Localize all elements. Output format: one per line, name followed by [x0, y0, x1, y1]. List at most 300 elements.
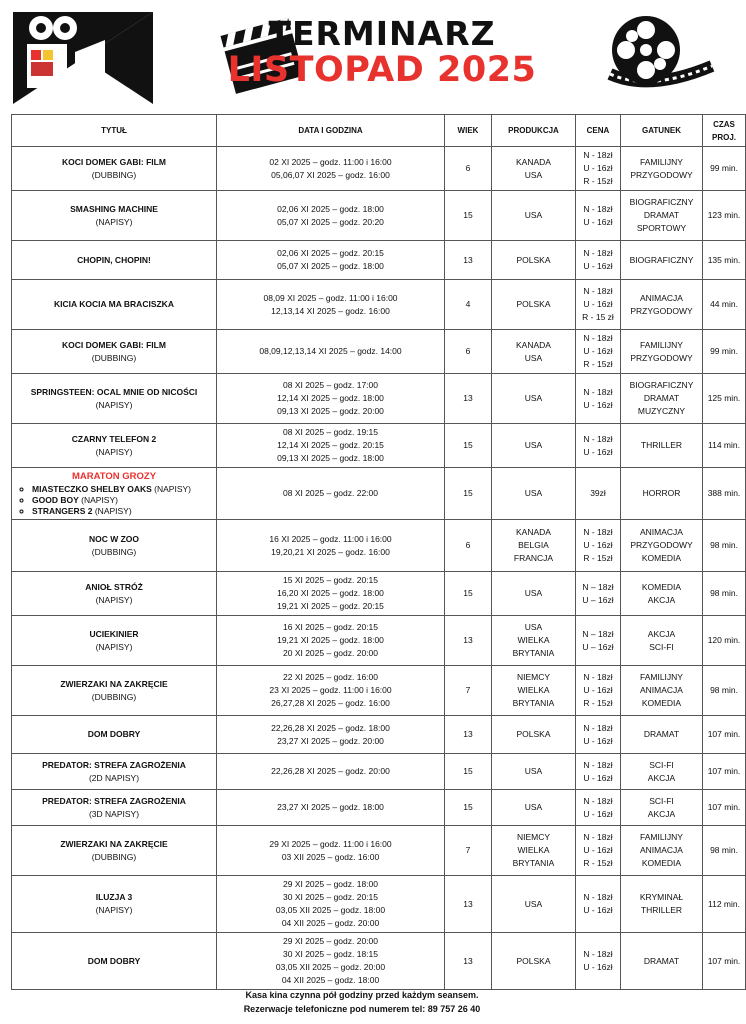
production-cell — [492, 572, 576, 616]
age-cell: 15 — [445, 572, 492, 616]
dates-cell — [217, 374, 445, 424]
film-title-cell — [12, 280, 217, 330]
genre-item: PRZYGODOWY — [630, 352, 693, 363]
film-title-cell — [12, 468, 217, 520]
showtime: 02,06 XI 2025 – godz. 20:15 — [277, 248, 384, 258]
price-item: U - 16zł — [583, 399, 613, 410]
showtime: 19,21 XI 2025 – godz. 20:15 — [277, 601, 384, 611]
dates-cell — [217, 790, 445, 826]
age-cell: 15 — [445, 191, 492, 241]
price-item: N - 18zł — [583, 333, 613, 343]
runtime-cell: 98 min. — [703, 572, 746, 616]
film-version: (NAPISY) — [95, 905, 133, 915]
production-country: POLSKA — [516, 729, 551, 739]
film-version: (DUBBING) — [91, 169, 137, 180]
genre-item: PRZYGODOWY — [630, 540, 693, 550]
table-row — [12, 191, 746, 241]
dates-cell — [217, 826, 445, 876]
age-cell: 6 — [445, 520, 492, 572]
genre-cell — [621, 754, 703, 790]
production-country: BRYTANIA — [512, 858, 555, 868]
runtime-cell: 99 min. — [703, 147, 746, 191]
price-cell — [576, 616, 621, 666]
genre-item: SPORTOWY — [636, 223, 687, 233]
genre-item: KOMEDIA — [641, 858, 682, 868]
film-title: DOM DOBRY — [87, 729, 141, 739]
film-title-cell — [12, 790, 217, 826]
film-title: DOM DOBRY — [87, 955, 141, 966]
showtime: 08,09,12,13,14 XI 2025 – godz. 14:00 — [259, 346, 402, 356]
dates-cell — [217, 330, 445, 374]
price-item: N - 18zł — [583, 949, 613, 959]
production-country: KANADA — [516, 527, 551, 537]
dates-cell — [217, 241, 445, 280]
showtime: 05,06,07 XI 2025 – godz. 16:00 — [271, 169, 390, 180]
runtime-cell: 120 min. — [703, 616, 746, 666]
production-country: KANADA — [516, 339, 551, 350]
showtime: 08 XI 2025 – godz. 22:00 — [283, 488, 378, 498]
age-cell: 13 — [445, 876, 492, 933]
price-item: N - 18zł — [583, 795, 613, 806]
dates-cell — [217, 716, 445, 754]
age-cell: 6 — [445, 330, 492, 374]
price-cell — [576, 572, 621, 616]
showtime: 29 XI 2025 – godz. 11:00 i 16:00 — [269, 838, 392, 849]
price-item: N – 18zł — [582, 628, 614, 639]
film-version: (NAPISY) — [95, 399, 133, 410]
price-item: U - 16zł — [583, 845, 613, 855]
film-title-cell — [12, 572, 217, 616]
film-version: (3D NAPISY) — [88, 808, 140, 819]
runtime-cell: 125 min. — [703, 374, 746, 424]
genre-item: AKCJA — [647, 772, 676, 783]
dates-cell — [217, 572, 445, 616]
genre-item: KOMEDIA — [641, 698, 682, 708]
price-item: R - 15zł — [583, 858, 613, 868]
showtime: 22,26,28 XI 2025 – godz. 18:00 — [271, 722, 390, 733]
production-country: FRANCJA — [513, 553, 554, 563]
price-item: R - 15 zł — [582, 312, 614, 322]
column-header: CZAS PROJ. — [703, 115, 746, 147]
runtime-cell: 98 min. — [703, 826, 746, 876]
table-row — [12, 241, 746, 280]
marathon-film-name: STRANGERS 2 — [32, 506, 93, 516]
age-cell: 4 — [445, 280, 492, 330]
genre-item: FAMILIJNY — [640, 339, 683, 350]
price-item: U - 16zł — [583, 299, 613, 309]
price-item: U - 16zł — [583, 346, 613, 356]
genre-item: ANIMACJA — [640, 845, 683, 855]
production-country: NIEMCY — [516, 672, 551, 682]
marathon-film-name: GOOD BOY — [32, 495, 79, 505]
runtime-cell: 98 min. — [703, 520, 746, 572]
dates-cell — [217, 876, 445, 933]
footer-hours-note: Kasa kina czynna pół godziny przed każdym seansem. — [245, 990, 479, 1000]
genre-item: SCI-FI — [649, 641, 674, 652]
genre-cell — [621, 241, 703, 280]
runtime-cell: 107 min. — [703, 933, 746, 990]
dates-cell — [217, 666, 445, 716]
production-cell — [492, 716, 576, 754]
production-country: USA — [524, 488, 543, 498]
genre-item: MUZYCZNY — [637, 406, 686, 416]
film-title: KOCI DOMEK GABI: FILM — [62, 339, 166, 350]
price-item: U - 16zł — [583, 540, 613, 550]
marathon-film — [32, 495, 214, 506]
genre-item: SCI-FI — [649, 795, 674, 806]
showtime: 22,26,28 XI 2025 – godz. 20:00 — [271, 766, 390, 776]
genre-cell — [621, 280, 703, 330]
production-cell — [492, 424, 576, 468]
showtime: 03,05 XII 2025 – godz. 20:00 — [275, 962, 386, 972]
marathon-title: MARATON GROZY — [71, 471, 157, 482]
genre-cell — [621, 191, 703, 241]
film-title-cell — [12, 147, 217, 191]
schedule-table — [11, 114, 746, 990]
dates-cell — [217, 280, 445, 330]
showtime: 12,13,14 XI 2025 – godz. 16:00 — [271, 305, 390, 316]
showtime: 04 XII 2025 – godz. 18:00 — [281, 975, 380, 985]
genre-item: THRILLER — [640, 905, 683, 915]
table-row — [12, 826, 746, 876]
film-title: KICIA KOCIA MA BRACISZKA — [54, 299, 174, 309]
film-version: (DUBBING) — [91, 851, 137, 862]
genre-cell — [621, 933, 703, 990]
showtime: 05,07 XI 2025 – godz. 20:20 — [277, 216, 384, 227]
film-title: SPRINGSTEEN: OCAL MNIE OD NICOŚCI — [30, 386, 198, 397]
price-item: U - 16zł — [583, 962, 613, 972]
film-reel-icon — [600, 14, 716, 94]
genre-item: DRAMAT — [643, 393, 680, 403]
film-version: (DUBBING) — [91, 546, 137, 557]
film-title-cell — [12, 876, 217, 933]
price-cell — [576, 191, 621, 241]
production-country: WIELKA — [517, 845, 550, 855]
age-cell: 13 — [445, 374, 492, 424]
production-cell — [492, 754, 576, 790]
showtime: 03 XII 2025 – godz. 16:00 — [281, 851, 380, 862]
film-title-cell — [12, 520, 217, 572]
age-cell: 15 — [445, 790, 492, 826]
table-row — [12, 147, 746, 191]
genre-cell — [621, 468, 703, 520]
column-header: GATUNEK — [621, 115, 703, 147]
production-cell — [492, 790, 576, 826]
film-title-cell — [12, 826, 217, 876]
production-cell — [492, 468, 576, 520]
price-item: U - 16zł — [583, 772, 613, 783]
genre-item: ANIMACJA — [640, 685, 683, 695]
page-subtitle: LISTOPAD 2025 — [227, 50, 537, 90]
film-version: (DUBBING) — [91, 352, 137, 363]
price-cell — [576, 374, 621, 424]
production-cell — [492, 520, 576, 572]
film-title: ZWIERZAKI NA ZAKRĘCIE — [60, 838, 168, 849]
genre-item: ANIMACJA — [640, 292, 683, 303]
showtime: 15 XI 2025 – godz. 20:15 — [283, 575, 378, 585]
genre-item: PRZYGODOWY — [630, 169, 693, 180]
price-item: R - 15zł — [583, 176, 613, 186]
price-item: U - 16zł — [583, 261, 613, 271]
genre-item: KOMEDIA — [641, 581, 682, 592]
price-cell — [576, 666, 621, 716]
showtime: 30 XI 2025 – godz. 20:15 — [283, 892, 378, 902]
genre-cell — [621, 790, 703, 826]
runtime-cell: 107 min. — [703, 716, 746, 754]
showtime: 12,14 XI 2025 – godz. 20:15 — [277, 440, 384, 450]
price-cell — [576, 716, 621, 754]
genre-item: AKCJA — [647, 628, 676, 639]
genre-item: FAMILIJNY — [640, 672, 683, 682]
production-country: USA — [524, 169, 543, 180]
age-cell: 15 — [445, 754, 492, 790]
showtime: 08,09 XI 2025 – godz. 11:00 i 16:00 — [263, 292, 398, 303]
table-header-row — [12, 115, 746, 147]
film-title-cell — [12, 754, 217, 790]
genre-cell — [621, 666, 703, 716]
price-cell — [576, 754, 621, 790]
runtime-cell: 99 min. — [703, 330, 746, 374]
genre-cell — [621, 876, 703, 933]
film-title: SMASHING MACHINE — [70, 203, 158, 214]
price-item: U – 16zł — [582, 641, 614, 652]
film-title: ZWIERZAKI NA ZAKRĘCIE — [60, 678, 168, 689]
dates-cell — [217, 424, 445, 468]
price-cell — [576, 280, 621, 330]
genre-item: KOMEDIA — [641, 553, 682, 563]
production-country: WIELKA — [517, 685, 550, 695]
table-row — [12, 374, 746, 424]
genre-cell — [621, 330, 703, 374]
film-version: (NAPISY) — [95, 641, 133, 652]
production-country: KANADA — [516, 156, 551, 167]
age-cell: 13 — [445, 241, 492, 280]
film-version: (NAPISY) — [95, 216, 133, 227]
production-country: USA — [524, 588, 543, 598]
production-country: WIELKA — [517, 635, 550, 645]
production-country: POLSKA — [516, 299, 551, 309]
marathon-film-name: MIASTECZKO SHELBY OAKS — [32, 484, 152, 494]
film-title-cell — [12, 616, 217, 666]
column-header: DATA I GODZINA — [217, 115, 445, 147]
table-row — [12, 666, 746, 716]
price-cell — [576, 424, 621, 468]
production-country: POLSKA — [516, 254, 551, 265]
film-version: (NAPISY) — [95, 446, 133, 457]
price-cell — [576, 790, 621, 826]
film-title: PREDATOR: STREFA ZAGROŻENIA — [42, 759, 186, 770]
marathon-film — [32, 484, 214, 495]
marathon-film-list — [20, 484, 214, 517]
showtime: 29 XI 2025 – godz. 20:00 — [283, 936, 378, 946]
price-item: U - 16zł — [583, 216, 613, 227]
price-item: N - 18zł — [583, 203, 613, 214]
table-row — [12, 572, 746, 616]
table-row — [12, 280, 746, 330]
genre-item: ANIMACJA — [640, 527, 683, 537]
production-country: BELGIA — [518, 540, 549, 550]
table-row — [12, 424, 746, 468]
showtime: 16,20 XI 2025 – godz. 18:00 — [277, 588, 384, 598]
genre-item: HORROR — [642, 488, 681, 498]
price-cell — [576, 241, 621, 280]
age-cell: 13 — [445, 616, 492, 666]
production-country: POLSKA — [516, 955, 551, 966]
film-title: ILUZJA 3 — [95, 892, 133, 902]
price-item: N - 18zł — [583, 248, 613, 258]
showtime: 02 XI 2025 – godz. 11:00 i 16:00 — [269, 156, 392, 167]
production-country: USA — [524, 393, 543, 403]
production-country: BRYTANIA — [512, 698, 555, 708]
column-header: WIEK — [445, 115, 492, 147]
runtime-cell: 98 min. — [703, 666, 746, 716]
film-title-cell — [12, 716, 217, 754]
age-cell: 15 — [445, 424, 492, 468]
runtime-cell: 107 min. — [703, 754, 746, 790]
production-cell — [492, 616, 576, 666]
genre-cell — [621, 520, 703, 572]
price-item: R - 15zł — [583, 553, 613, 563]
production-country: USA — [524, 622, 543, 632]
genre-item: AKCJA — [647, 808, 676, 819]
price-cell — [576, 330, 621, 374]
marathon-film-note: (NAPISY) — [94, 506, 132, 516]
footer-phone-note: Rezerwacje telefoniczne pod numerem tel: 89 757 26 40 — [243, 1004, 481, 1014]
showtime: 20 XI 2025 – godz. 20:00 — [283, 648, 378, 658]
genre-item: DRAMAT — [643, 210, 680, 220]
price-item: R - 15zł — [583, 698, 613, 708]
price-item: N – 18zł — [582, 581, 614, 592]
film-title-cell — [12, 374, 217, 424]
production-cell — [492, 280, 576, 330]
film-title-cell — [12, 666, 217, 716]
runtime-cell: 107 min. — [703, 790, 746, 826]
table-row — [12, 790, 746, 826]
production-cell — [492, 374, 576, 424]
price-item: N - 18zł — [583, 286, 613, 296]
age-cell: 6 — [445, 147, 492, 191]
marathon-film-note: (NAPISY) — [154, 484, 192, 494]
production-cell — [492, 826, 576, 876]
film-version: (DUBBING) — [91, 691, 137, 702]
dates-cell — [217, 520, 445, 572]
film-title-cell — [12, 241, 217, 280]
dates-cell — [217, 191, 445, 241]
price-cell — [576, 468, 621, 520]
genre-cell — [621, 572, 703, 616]
price-item: U - 16zł — [583, 808, 613, 819]
price-cell — [576, 826, 621, 876]
age-cell: 7 — [445, 666, 492, 716]
marathon-film-note: (NAPISY) — [81, 495, 118, 505]
table-row — [12, 716, 746, 754]
showtime: 23 XI 2025 – godz. 11:00 i 16:00 — [269, 685, 392, 695]
price-item: N - 18zł — [583, 150, 613, 160]
film-title: KOCI DOMEK GABI: FILM — [62, 156, 166, 167]
dates-cell — [217, 147, 445, 191]
showtime: 19,20,21 XI 2025 – godz. 16:00 — [271, 546, 390, 557]
genre-item: FAMILIJNY — [640, 832, 683, 842]
price-cell — [576, 933, 621, 990]
showtime: 16 XI 2025 – godz. 11:00 i 16:00 — [269, 533, 392, 544]
production-country: NIEMCY — [516, 832, 551, 842]
production-cell — [492, 147, 576, 191]
film-version: (2D NAPISY) — [88, 772, 140, 783]
footer — [0, 988, 724, 1016]
showtime: 23,27 XI 2025 – godz. 20:00 — [277, 735, 384, 746]
price-item: N - 18zł — [583, 759, 613, 770]
dates-cell — [217, 616, 445, 666]
table-row — [12, 330, 746, 374]
genre-item: DRAMAT — [643, 955, 680, 966]
genre-cell — [621, 616, 703, 666]
genre-cell — [621, 374, 703, 424]
price-item: N - 18zł — [583, 672, 613, 682]
price-item: U - 16zł — [583, 905, 613, 915]
production-country: USA — [524, 802, 543, 812]
age-cell: 15 — [445, 468, 492, 520]
runtime-cell: 114 min. — [703, 424, 746, 468]
table-row — [12, 876, 746, 933]
genre-item: FAMILIJNY — [640, 156, 683, 167]
showtime: 30 XI 2025 – godz. 18:15 — [283, 949, 378, 959]
price-item: U - 16zł — [583, 446, 613, 457]
page-title: TERMINARZ — [268, 14, 496, 53]
genre-item: BIOGRAFICZNY — [629, 380, 694, 390]
film-title: UCIEKINIER — [89, 628, 139, 639]
production-country: USA — [524, 352, 543, 363]
price-cell — [576, 147, 621, 191]
age-cell: 13 — [445, 716, 492, 754]
table-row — [12, 754, 746, 790]
film-title-cell — [12, 933, 217, 990]
production-cell — [492, 330, 576, 374]
showtime: 23,27 XI 2025 – godz. 18:00 — [277, 802, 384, 812]
film-title-cell — [12, 191, 217, 241]
price-item: N - 18zł — [583, 527, 613, 537]
runtime-cell: 112 min. — [703, 876, 746, 933]
showtime: 09,13 XI 2025 – godz. 20:00 — [277, 406, 384, 416]
production-country: USA — [524, 766, 543, 776]
production-cell — [492, 876, 576, 933]
genre-cell — [621, 424, 703, 468]
production-country: USA — [524, 440, 543, 450]
genre-cell — [621, 826, 703, 876]
film-version: (NAPISY) — [95, 594, 133, 605]
price-item: N - 18zł — [583, 722, 613, 733]
column-header: CENA — [576, 115, 621, 147]
genre-item: DRAMAT — [643, 729, 680, 739]
showtime: 26,27,28 XI 2025 – godz. 16:00 — [271, 698, 390, 708]
showtime: 09,13 XI 2025 – godz. 18:00 — [277, 453, 384, 463]
showtime: 02,06 XI 2025 – godz. 18:00 — [277, 203, 384, 214]
showtime: 05,07 XI 2025 – godz. 18:00 — [277, 261, 384, 271]
genre-item: KRYMINAŁ — [639, 892, 684, 902]
showtime: 16 XI 2025 – godz. 20:15 — [283, 622, 378, 632]
runtime-cell: 44 min. — [703, 280, 746, 330]
runtime-cell: 388 min. — [703, 468, 746, 520]
dates-cell — [217, 754, 445, 790]
table-row — [12, 933, 746, 990]
dates-cell — [217, 468, 445, 520]
genre-cell — [621, 147, 703, 191]
showtime: 19,21 XI 2025 – godz. 18:00 — [277, 635, 384, 645]
genre-item: AKCJA — [647, 594, 676, 605]
showtime: 12,14 XI 2025 – godz. 18:00 — [277, 393, 384, 403]
film-title-cell — [12, 330, 217, 374]
page-header — [0, 0, 724, 110]
production-cell — [492, 933, 576, 990]
